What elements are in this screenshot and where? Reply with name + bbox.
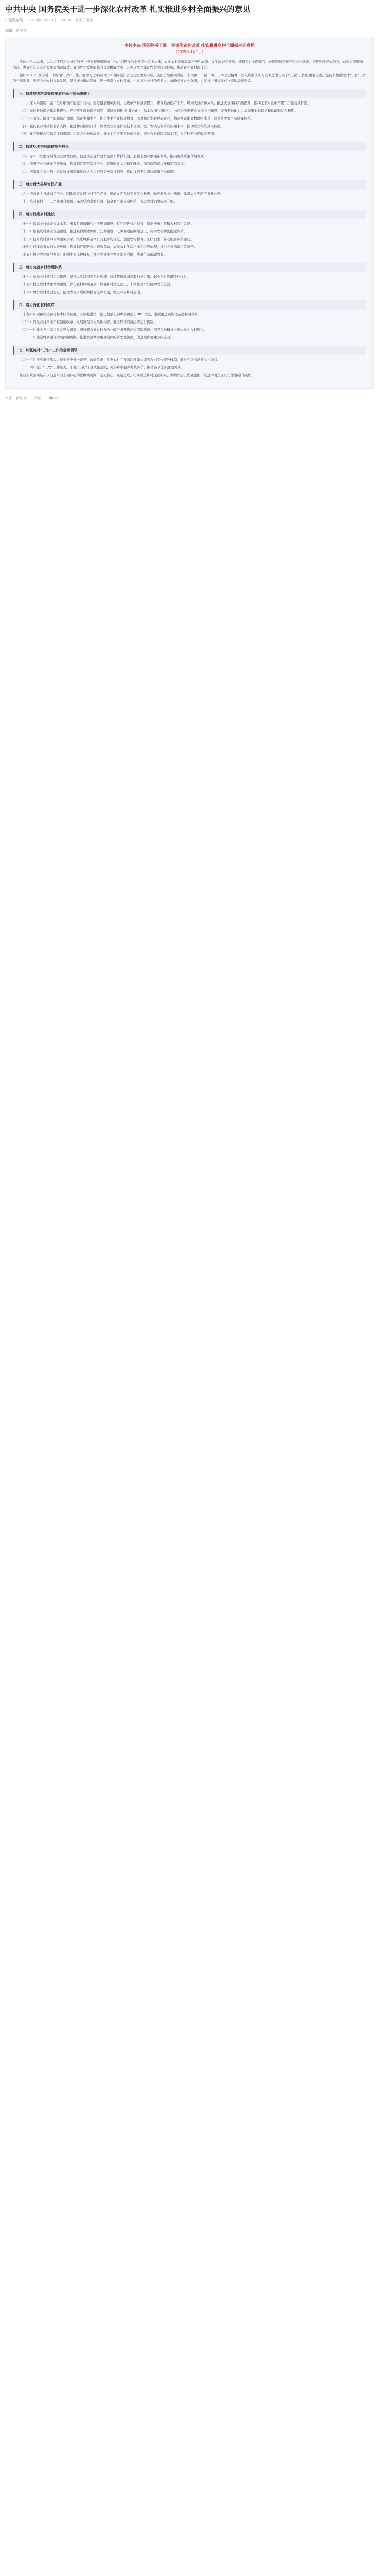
- section-title: 二、持续巩固拓展脱贫攻坚成果: [13, 142, 366, 151]
- document-section: [13, 346, 366, 378]
- section-title: 三、着力壮大县域富民产业: [13, 180, 366, 189]
- section-paragraph: （七）提升产业和就业帮扶质效。因地制宜发展帮扶产业，促进脱贫人口稳定就业，加强东西部协作和定点帮扶。: [20, 162, 187, 166]
- article-time: 18:20: [60, 18, 71, 22]
- article-editor: 编辑：新华社: [5, 29, 27, 33]
- article-page: [0, 0, 379, 409]
- footer-source: 来源：新华社: [5, 396, 27, 400]
- section-paragraph: （十七）推进农村精神文明建设。深化农村移风易俗，加强乡村文化建设，丰富农民群众精神文化生活。: [20, 282, 174, 286]
- document-body: [5, 37, 374, 389]
- section-paragraph: （十五）推进农业绿色发展。加强生态保护修复，推进农业废弃物资源化利用，发展生态低碳农业。: [20, 252, 167, 257]
- thumbs-up-icon: [48, 395, 53, 400]
- section-paragraph: （十二）加强农村基础设施建设。推进农村供水保障、公路建设、电网和通信网络建设，完善农村物流配送体系。: [20, 229, 187, 233]
- article-source-link[interactable]: 中国政府网: [5, 18, 23, 22]
- section-title: 一、持续增强粮食等重要农产品供给保障能力: [13, 89, 366, 98]
- article-footer: [0, 389, 379, 409]
- article-meta: [5, 18, 374, 23]
- section-paragraph: （一）深入实施新一轮千亿斤粮食产能提升行动。稳定粮食播种面积，主攻单产和品质提升，确保粮食稳产丰产。巩固大豆扩种成果，推进大豆油料产能提升，推动玉米大豆单产提升工程提质扩面。: [20, 101, 311, 105]
- intro-paragraph: 党的十八大以来，以习近平同志为核心的党中央坚持把解决好“三农”问题作为全党工作重中之重，农业农村发展取得历史性成就、发生历史性变革。推进乡村全面振兴，必须坚持不懈夯实农业基础，推进强国必先强农，农强方能国强。当前，世界百年未有之大变局加速演进，我国农业发展面临的风险挑战增多，必须以加快建设农业强国为目标，推动农业农村现代化。: [13, 60, 366, 70]
- section-paragraph: （二）强化耕地保护和质量提升。严格落实耕地保护制度，坚决遏制耕地“非农化”、基本农田“非粮化”。分区分类推进高标准农田建设，提升耕地地力，加强黑土地保护和盐碱地综合利用。: [20, 109, 298, 113]
- section-paragraph: （二十二）健全城乡融合发展体制机制。推进以县城为重要载体的新型城镇化，促进城乡要素双向流动。: [20, 335, 174, 340]
- document-section: [13, 89, 366, 137]
- section-paragraph: （二十一）健全乡村振兴多元投入机制。坚持将农业农村作为一般公共预算优先保障领域，引导金融和社会资本投入乡村振兴。: [20, 328, 207, 332]
- document-section: [13, 142, 366, 175]
- section-title: 六、着力深化农村改革: [13, 300, 366, 310]
- section-paragraph: （八）统筹建立农村防止返贫致贫机制和低收入人口分层分类帮扶制度，推动过渡期后帮扶政策平稳衔接。: [20, 170, 177, 174]
- document-sections: [13, 89, 366, 378]
- section-paragraph: （十九）巩固和完善农村基本经营制度。有序推进第二轮土地承包到期后再延长30年试点，稳妥推进农村宅基地制度改革。: [20, 312, 201, 316]
- section-paragraph: （十四）持续改善农村人居环境。因地制宜推进农村厕所革命，加强农村生活污水和垃圾治理，推进农业面源污染防治。: [20, 245, 197, 249]
- intro-paragraph: 做好2025年及今后一个时期“三农”工作，要以习近平新时代中国特色社会主义思想为指导，全面贯彻落实党的二十大和二十届二中、三中全会精神，深入贯彻落实习近平总书记关于“三农”工作的重要论述，坚持和加强党对“三农”工作的全面领导，坚持农业农村优先发展，坚持城乡融合发展，进一步深化农村改革，扎实推进乡村全面振兴，加快建设农业强国，为推进中国式现代化提供基础支撑。: [13, 73, 366, 83]
- section-paragraph: 让我们紧密团结在以习近平同志为核心的党中央周围，坚定信心、锐意进取，扎实推进乡村全面振兴，为加快建设农业强国、推进中国式现代化作出新的贡献。: [20, 373, 254, 377]
- document-section: [13, 300, 366, 341]
- section-title: 四、着力推进乡村建设: [13, 210, 366, 219]
- document-section: [13, 263, 366, 295]
- section-paragraph: （十三）提升农村基本公共服务水平。推进城乡基本公共服务均等化，加强农村教育、医疗卫生、养老服务体系建设。: [20, 237, 194, 241]
- article-title: 中共中央 国务院关于进一步深化农村改革 扎实推进乡村全面振兴的意见: [5, 5, 250, 14]
- section-paragraph: （十八）维护农村社会稳定。健全农村矛盾纠纷排查化解机制，推进平安乡村建设。: [20, 290, 144, 294]
- section-paragraph: （十一）提高乡村规划建设水平。统筹县域城镇和村庄规划建设，有序推进村庄建设，保护传统村落和乡村特色风貌。: [20, 222, 194, 226]
- section-title: 七、加强党对“三农”工作的全面领导: [13, 346, 366, 355]
- section-paragraph: （四）强化农业科技和装备支撑。推进种业振兴行动，加快农业关键核心技术攻关，提升农机装备研发应用水平，推动农业科技成果转化。: [20, 124, 224, 128]
- like-label: 赞: [54, 397, 58, 401]
- section-title: 五、着力完善乡村治理体系: [13, 263, 366, 272]
- article-date: 2025年02月23日: [27, 18, 57, 22]
- section-paragraph: （三）巩固提升粮食产能和稳产保供。稳定生猪生产，推进牛羊产业提质增效，因地制宜发展设施农业，构建多元化食物供给体系，健全重要农产品储备体系。: [20, 116, 254, 121]
- document-section: [13, 180, 366, 205]
- section-paragraph: （六）守牢不发生规模性返贫致贫底线。健全防止返贫致贫监测和帮扶机制，加强监测对象精准帮扶，推动帮扶政策落地见效。: [20, 154, 207, 158]
- like-button[interactable]: [48, 395, 58, 402]
- read-count-label: 阅读: [34, 396, 41, 400]
- section-paragraph: （二十四）提升“三农”工作能力。加强“三农”干部队伍建设，完善乡村振兴考核评价，推动各项任务落地见效。: [20, 365, 184, 369]
- article-header: [0, 0, 379, 23]
- section-paragraph: （五）健全种粮农民收益保障机制。完善农业补贴政策，健全主产区利益补偿机制，提升农业保险保障水平，稳定种粮农民收益预期。: [20, 132, 217, 136]
- section-paragraph: （十六）加强农村基层组织建设。坚持以党建引领乡村治理，持续整顿软弱涣散村党组织，健全乡村治理工作体系。: [20, 275, 191, 279]
- section-paragraph: （九）培育壮大县域富民产业。因地制宜发展乡村特色产业，推动农产品加工业优化升级，做强做优乡村旅游、休闲农业等新产业新业态。: [20, 192, 224, 196]
- document-intro: [13, 59, 366, 84]
- document-heading: 中共中央 国务院关于进一步深化农村改革 扎实推进乡村全面振兴的意见: [124, 43, 255, 48]
- section-paragraph: （十）推动农村一二三产业融合发展。完善联农带农机制，健全农产品流通体系，促进农村消费提质升级。: [20, 199, 177, 204]
- document-date: （2025年1月1日）: [174, 50, 205, 54]
- article-location: 发表于北京: [75, 18, 93, 22]
- section-paragraph: （二十）深化农村集体产权制度改革。发展新型农村集体经济，健全集体经济组织运行机制。: [20, 320, 157, 324]
- section-paragraph: （二十三）压实责任落实。健全党委统一领导、政府负责、党委农村工作部门统筹协调的农村工作领导体制，落实五级书记抓乡村振兴。: [20, 358, 220, 362]
- document-section: [13, 210, 366, 258]
